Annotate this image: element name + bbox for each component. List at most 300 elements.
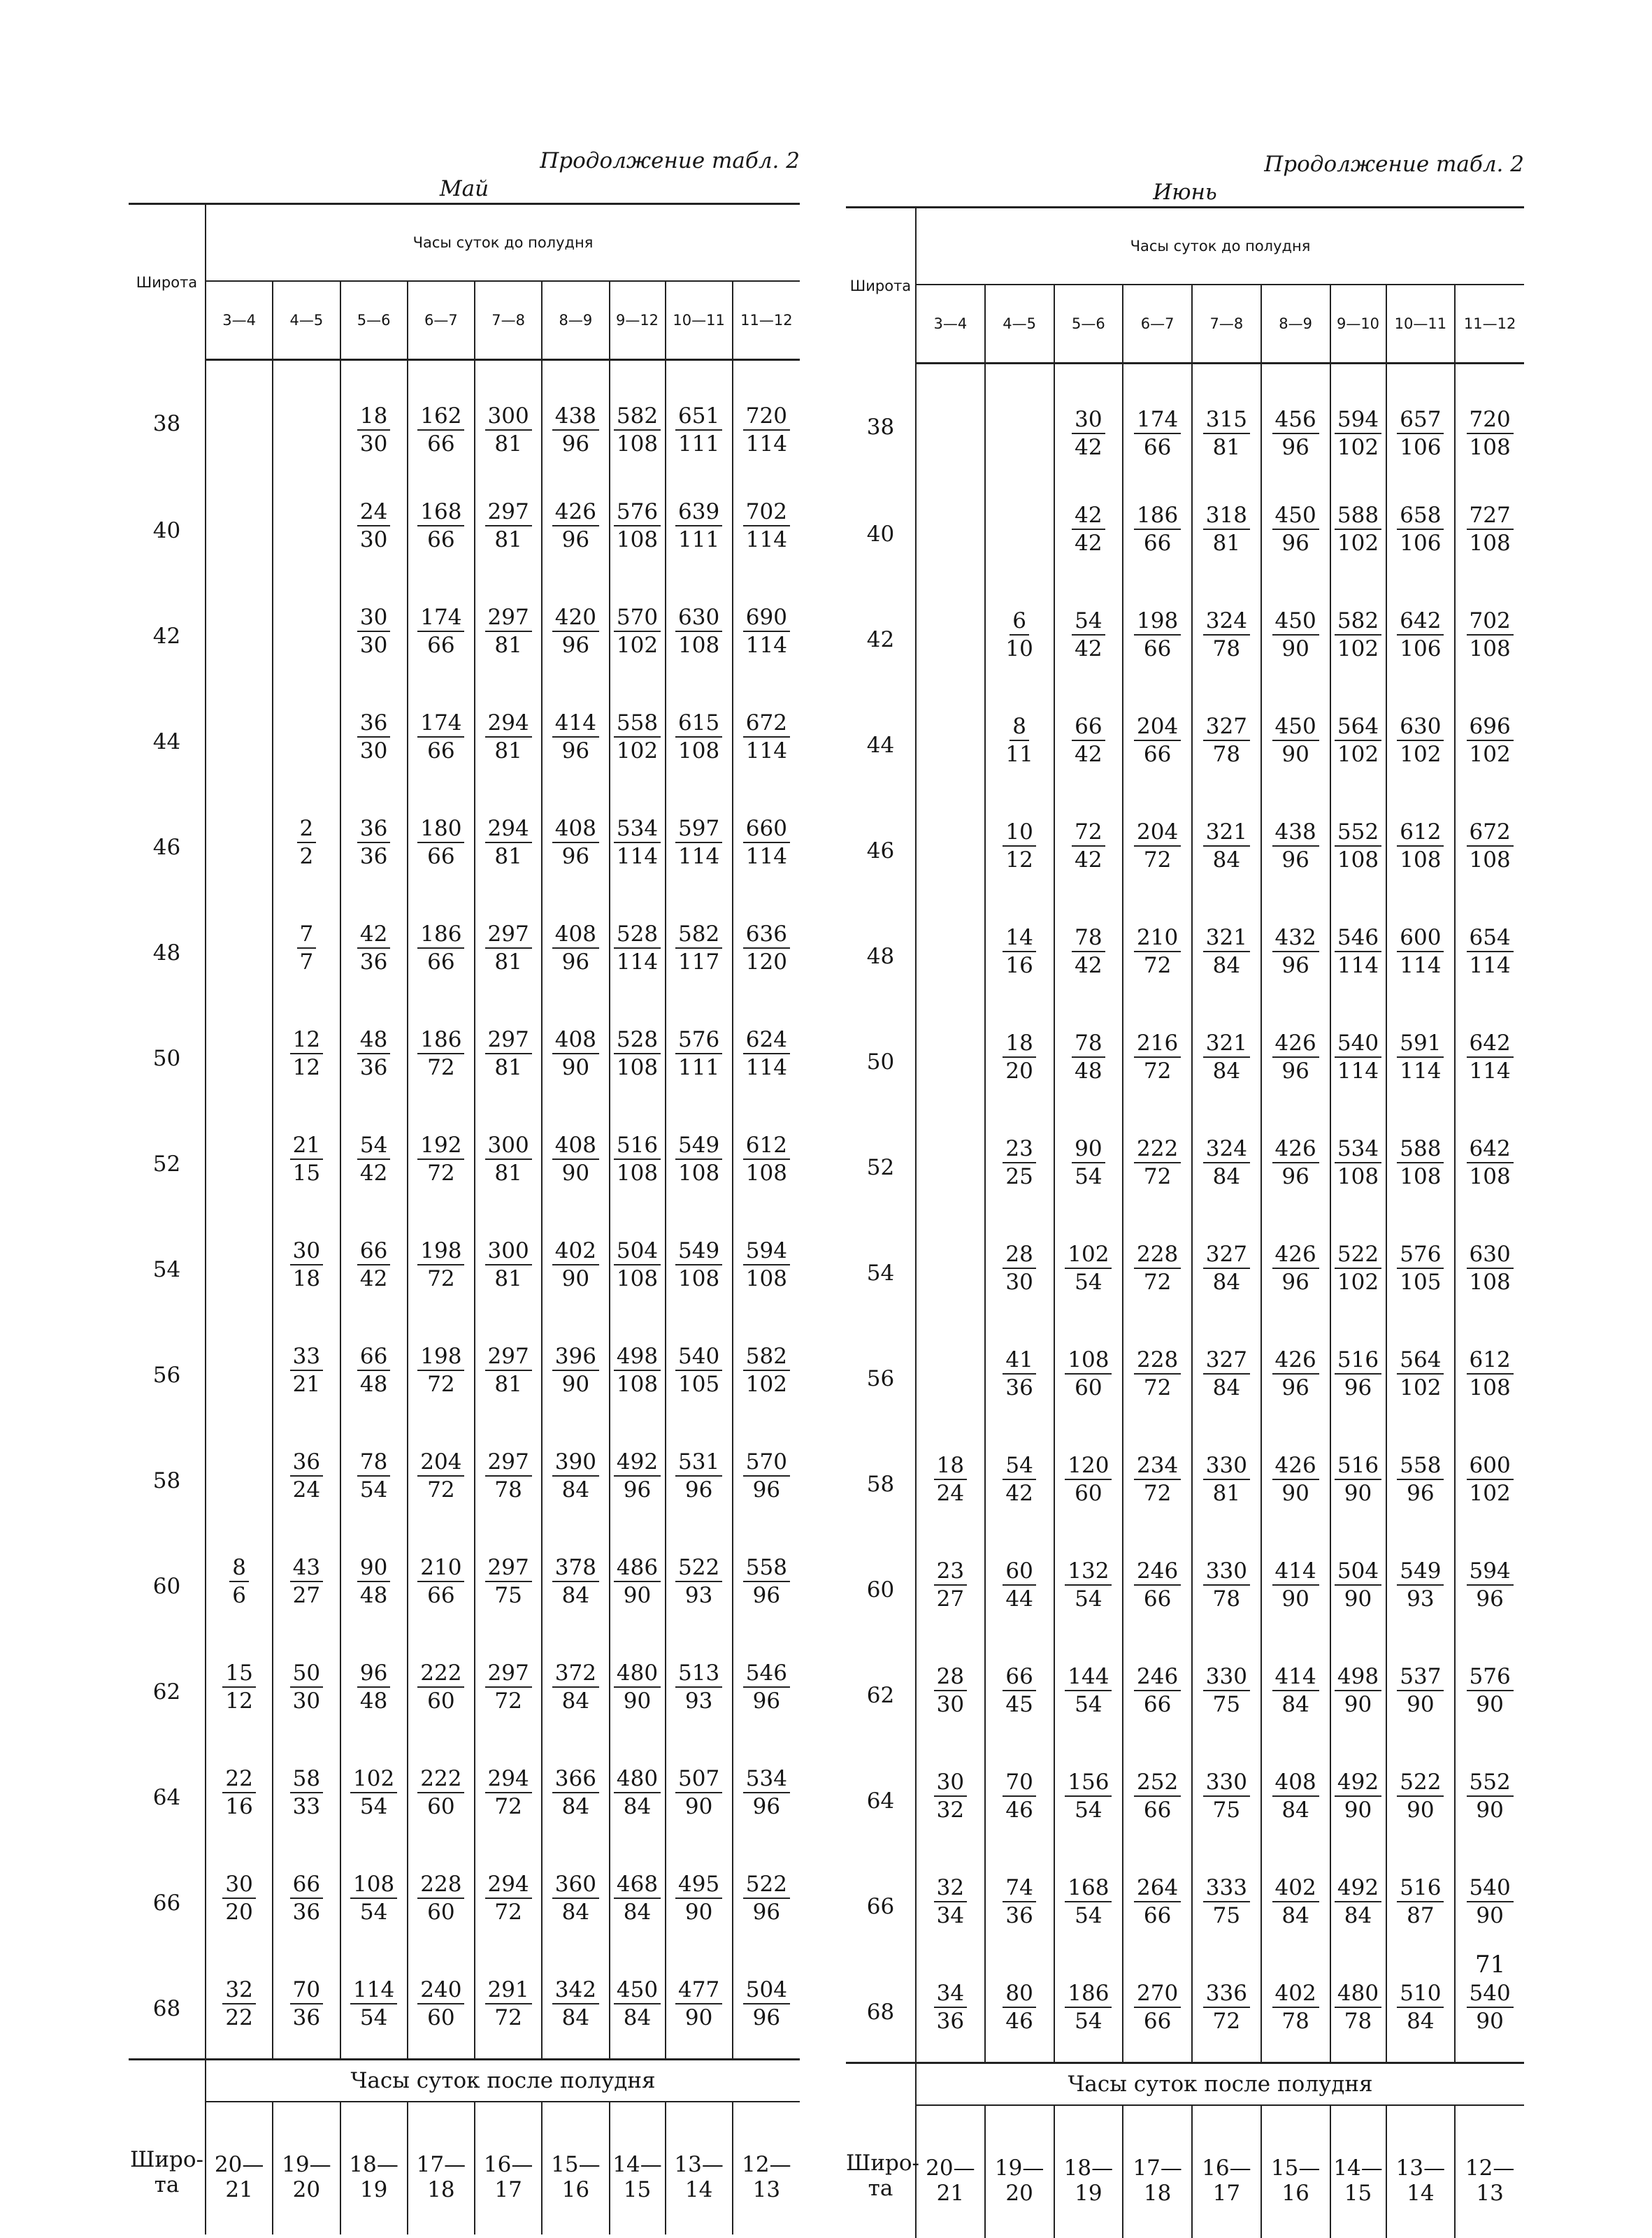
numerator: 42 xyxy=(1072,502,1105,530)
latitude-cell: 56 xyxy=(129,1312,206,1418)
numerator: 321 xyxy=(1203,1030,1250,1058)
fraction xyxy=(1065,1980,1112,2035)
denominator: 21 xyxy=(290,1371,323,1398)
denominator: 72 xyxy=(491,1899,524,1925)
denominator: 66 xyxy=(1141,636,1174,662)
value-cell xyxy=(1386,364,1456,472)
table-row xyxy=(846,1210,1524,1316)
denominator: 84 xyxy=(1210,952,1243,979)
fraction xyxy=(1203,1558,1250,1612)
fraction xyxy=(1134,1030,1181,1084)
fraction xyxy=(552,1343,599,1398)
value-cell xyxy=(340,573,408,679)
numerator: 426 xyxy=(1272,1241,1319,1269)
numerator: 612 xyxy=(743,1132,790,1160)
value-cell xyxy=(1054,999,1123,1105)
latitude-cell: 44 xyxy=(129,679,206,784)
numerator: 570 xyxy=(743,1449,790,1477)
numerator: 426 xyxy=(1272,1347,1319,1375)
value-cell xyxy=(610,1840,666,1946)
value-cell xyxy=(1455,1844,1524,1949)
value-cell xyxy=(340,468,408,573)
denominator: 30 xyxy=(934,1691,967,1718)
after-hour-column-header xyxy=(1330,2105,1386,2238)
denominator: 90 xyxy=(1342,1691,1374,1718)
hour-column-header: 5—6 xyxy=(340,281,408,360)
after-hour-part: 15— xyxy=(543,2152,608,2177)
numerator: 78 xyxy=(357,1449,390,1477)
fraction xyxy=(417,1554,464,1609)
value-cell xyxy=(1330,682,1386,788)
numerator: 297 xyxy=(485,921,532,949)
fraction xyxy=(417,815,464,870)
denominator: 96 xyxy=(1279,434,1312,461)
numerator: 222 xyxy=(417,1660,464,1688)
numerator: 498 xyxy=(614,1343,661,1371)
table-row xyxy=(129,679,800,784)
after-hour-column-header xyxy=(916,2105,985,2238)
may-table-panel xyxy=(129,147,800,2235)
denominator: 72 xyxy=(491,1688,524,1714)
fraction xyxy=(357,1449,390,1503)
denominator: 81 xyxy=(491,1371,524,1398)
after-hour-part: 18 xyxy=(1123,2181,1191,2206)
value-cell xyxy=(985,1316,1054,1421)
denominator: 90 xyxy=(559,1054,592,1081)
numerator: 291 xyxy=(485,1977,532,2004)
numerator: 324 xyxy=(1203,1135,1250,1163)
value-cell xyxy=(733,1946,800,2058)
fraction xyxy=(1203,1030,1250,1084)
numerator: 498 xyxy=(1335,1663,1381,1691)
fraction xyxy=(743,1449,790,1503)
latitude-cell: 40 xyxy=(129,468,206,573)
fraction xyxy=(290,1554,323,1609)
numerator: 70 xyxy=(290,1977,323,2004)
value-cell xyxy=(1330,1210,1386,1316)
numerator: 28 xyxy=(1003,1241,1035,1269)
table-row xyxy=(129,1207,800,1312)
fraction xyxy=(290,1660,323,1714)
latitude-cell: 38 xyxy=(129,360,206,468)
numerator: 6 xyxy=(1010,608,1029,636)
fraction xyxy=(1003,1874,1035,1929)
fraction xyxy=(417,921,464,975)
denominator: 66 xyxy=(424,738,457,764)
value-cell xyxy=(273,679,340,784)
value-cell xyxy=(1123,471,1192,577)
value-cell xyxy=(1054,1105,1123,1210)
fraction xyxy=(675,1238,722,1292)
fraction xyxy=(350,1871,397,1925)
latitude-header-part: та xyxy=(129,2172,205,2197)
value-cell xyxy=(1192,1738,1261,1844)
fraction xyxy=(675,1343,722,1398)
numerator: 390 xyxy=(552,1449,599,1477)
denominator: 36 xyxy=(290,1899,323,1925)
denominator: 36 xyxy=(357,949,390,975)
numerator: 594 xyxy=(1467,1558,1514,1586)
denominator: 72 xyxy=(424,1160,457,1186)
numerator: 2 xyxy=(297,815,317,843)
denominator: 2 xyxy=(297,843,317,870)
fraction xyxy=(1397,502,1444,557)
numerator: 360 xyxy=(552,1871,599,1899)
denominator: 60 xyxy=(424,2004,457,2031)
value-cell xyxy=(542,573,609,679)
denominator: 114 xyxy=(743,431,790,457)
numerator: 534 xyxy=(1335,1135,1381,1163)
fraction xyxy=(290,1238,323,1292)
value-cell xyxy=(1261,1844,1330,1949)
denominator: 81 xyxy=(1210,434,1243,461)
value-cell xyxy=(1386,682,1456,788)
fraction xyxy=(675,1026,722,1081)
numerator: 513 xyxy=(675,1660,722,1688)
value-cell xyxy=(1261,1738,1330,1844)
value-cell xyxy=(475,468,542,573)
value-cell xyxy=(206,1735,273,1840)
after-hour-part: 12— xyxy=(1456,2155,1524,2181)
numerator: 50 xyxy=(290,1660,323,1688)
numerator: 540 xyxy=(675,1343,722,1371)
value-cell xyxy=(610,1101,666,1207)
value-cell xyxy=(475,1101,542,1207)
fraction xyxy=(1272,924,1319,979)
denominator: 84 xyxy=(1279,1797,1312,1823)
numerator: 396 xyxy=(552,1343,599,1371)
numerator: 18 xyxy=(934,1452,967,1480)
numerator: 246 xyxy=(1134,1558,1181,1586)
value-cell xyxy=(1192,364,1261,472)
fraction xyxy=(743,604,790,659)
fraction xyxy=(1272,1347,1319,1401)
denominator: 102 xyxy=(1335,741,1381,768)
denominator: 108 xyxy=(614,1371,661,1398)
numerator: 426 xyxy=(1272,1452,1319,1480)
denominator: 27 xyxy=(934,1586,967,1612)
denominator: 93 xyxy=(1404,1586,1437,1612)
numerator: 330 xyxy=(1203,1769,1250,1797)
fraction xyxy=(1397,924,1444,979)
fraction xyxy=(1335,1558,1381,1612)
fraction xyxy=(357,710,390,764)
fraction xyxy=(1397,1874,1444,1929)
after-hour-column-header xyxy=(1261,2105,1330,2238)
value-cell xyxy=(408,890,475,996)
fraction xyxy=(1003,608,1035,662)
fraction xyxy=(675,1871,722,1925)
numerator: 66 xyxy=(1072,713,1105,741)
fraction xyxy=(1397,713,1444,768)
numerator: 78 xyxy=(1072,1030,1105,1058)
after-hour-part: 20— xyxy=(206,2152,272,2177)
value-cell xyxy=(985,577,1054,682)
fraction xyxy=(485,1238,532,1292)
value-cell xyxy=(542,679,609,784)
numerator: 492 xyxy=(614,1449,661,1477)
value-cell xyxy=(1054,1527,1123,1633)
fraction xyxy=(485,1554,532,1609)
denominator: 66 xyxy=(424,632,457,659)
denominator: 84 xyxy=(621,1793,654,1820)
value-cell xyxy=(733,1312,800,1418)
value-cell xyxy=(273,1312,340,1418)
fraction xyxy=(934,1769,967,1823)
denominator: 54 xyxy=(357,1477,390,1503)
fraction xyxy=(1335,1241,1381,1296)
numerator: 402 xyxy=(1272,1874,1319,1902)
fraction xyxy=(1072,502,1105,557)
june-table-panel xyxy=(846,150,1524,2238)
fraction xyxy=(1467,502,1514,557)
denominator: 72 xyxy=(1141,1480,1174,1507)
denominator: 108 xyxy=(1467,1375,1514,1401)
numerator: 450 xyxy=(1272,713,1319,741)
value-cell xyxy=(206,1418,273,1523)
table-row xyxy=(129,1840,800,1946)
numerator: 366 xyxy=(552,1765,599,1793)
numerator: 198 xyxy=(1134,608,1181,636)
fraction xyxy=(1134,713,1181,768)
value-cell xyxy=(1330,471,1386,577)
numerator: 297 xyxy=(485,604,532,632)
value-cell xyxy=(1455,682,1524,788)
numerator: 528 xyxy=(614,1026,661,1054)
value-cell xyxy=(1054,894,1123,999)
denominator: 108 xyxy=(675,1265,722,1292)
fraction xyxy=(552,710,599,764)
fraction xyxy=(1272,1663,1319,1718)
denominator: 111 xyxy=(675,1054,722,1081)
value-cell xyxy=(916,788,985,894)
value-cell xyxy=(1192,1949,1261,2062)
after-hour-part: 19 xyxy=(1055,2181,1123,2206)
value-cell xyxy=(1123,1105,1192,1210)
denominator: 96 xyxy=(750,1688,783,1714)
value-cell xyxy=(408,1840,475,1946)
value-cell xyxy=(542,1840,609,1946)
denominator: 90 xyxy=(1279,1480,1312,1507)
fraction xyxy=(552,604,599,659)
fraction xyxy=(934,1663,967,1718)
fraction xyxy=(743,1132,790,1186)
denominator: 114 xyxy=(743,632,790,659)
value-cell xyxy=(475,1629,542,1735)
denominator: 27 xyxy=(290,1582,323,1609)
numerator: 12 xyxy=(290,1026,323,1054)
fraction xyxy=(675,1765,722,1820)
fraction xyxy=(675,710,722,764)
numerator: 36 xyxy=(357,710,390,738)
numerator: 600 xyxy=(1467,1452,1514,1480)
denominator: 20 xyxy=(222,1899,255,1925)
after-hour-part: 13 xyxy=(733,2177,800,2202)
table-row xyxy=(846,1316,1524,1421)
value-cell xyxy=(610,1312,666,1418)
denominator: 108 xyxy=(614,1160,661,1186)
numerator: 558 xyxy=(743,1554,790,1582)
denominator: 46 xyxy=(1003,2008,1035,2035)
denominator: 44 xyxy=(1003,1586,1035,1612)
value-cell xyxy=(1192,1633,1261,1738)
value-cell xyxy=(985,1105,1054,1210)
latitude-cell: 50 xyxy=(846,999,916,1105)
numerator: 657 xyxy=(1397,406,1444,434)
value-cell xyxy=(916,999,985,1105)
denominator: 66 xyxy=(424,431,457,457)
denominator: 114 xyxy=(1397,1058,1444,1084)
fraction xyxy=(1134,502,1181,557)
fraction xyxy=(552,1554,599,1609)
table-row xyxy=(846,1527,1524,1633)
denominator: 81 xyxy=(491,843,524,870)
value-cell xyxy=(733,573,800,679)
numerator: 54 xyxy=(1003,1452,1035,1480)
numerator: 321 xyxy=(1203,924,1250,952)
denominator: 54 xyxy=(357,1899,390,1925)
denominator: 84 xyxy=(1210,1058,1243,1084)
numerator: 174 xyxy=(417,710,464,738)
denominator: 48 xyxy=(357,1582,390,1609)
fraction xyxy=(1065,1769,1112,1823)
numerator: 36 xyxy=(290,1449,323,1477)
numerator: 642 xyxy=(1467,1030,1514,1058)
after-hour-part: 21 xyxy=(206,2177,272,2202)
value-cell xyxy=(985,1844,1054,1949)
after-hour-column-header xyxy=(273,2102,340,2235)
numerator: 204 xyxy=(1134,819,1181,847)
value-cell xyxy=(666,1840,733,1946)
fraction xyxy=(1003,1030,1035,1084)
value-cell xyxy=(475,890,542,996)
fraction xyxy=(614,1343,661,1398)
value-cell xyxy=(206,1629,273,1735)
numerator: 132 xyxy=(1065,1558,1112,1586)
value-cell xyxy=(1123,1738,1192,1844)
denominator: 96 xyxy=(1279,952,1312,979)
numerator: 582 xyxy=(614,403,661,431)
after-hour-part: 13— xyxy=(666,2152,732,2177)
latitude-cell: 46 xyxy=(129,784,206,890)
latitude-cell: 48 xyxy=(129,890,206,996)
fraction xyxy=(485,921,532,975)
denominator: 34 xyxy=(934,1902,967,1929)
denominator: 81 xyxy=(491,632,524,659)
after-hour-part: 18 xyxy=(408,2177,474,2202)
value-cell xyxy=(542,996,609,1101)
value-cell xyxy=(610,890,666,996)
numerator: 612 xyxy=(1467,1347,1514,1375)
denominator: 90 xyxy=(559,1160,592,1186)
latitude-cell: 62 xyxy=(129,1629,206,1735)
value-cell xyxy=(1261,1316,1330,1421)
denominator: 84 xyxy=(559,1582,592,1609)
value-cell xyxy=(666,1207,733,1312)
value-cell xyxy=(1386,577,1456,682)
value-cell xyxy=(206,996,273,1101)
numerator: 23 xyxy=(934,1558,967,1586)
numerator: 210 xyxy=(417,1554,464,1582)
value-cell xyxy=(475,784,542,890)
value-cell xyxy=(1123,1210,1192,1316)
value-cell xyxy=(542,360,609,468)
value-cell xyxy=(542,1523,609,1629)
fraction xyxy=(417,604,464,659)
denominator: 32 xyxy=(934,1797,967,1823)
hour-column-header: 10—11 xyxy=(1386,285,1456,364)
numerator: 456 xyxy=(1272,406,1319,434)
numerator: 612 xyxy=(1397,819,1444,847)
latitude-cell: 62 xyxy=(846,1633,916,1738)
denominator: 15 xyxy=(290,1160,323,1186)
denominator: 84 xyxy=(1279,1902,1312,1929)
fraction xyxy=(1335,1347,1381,1401)
numerator: 690 xyxy=(743,604,790,632)
after-hour-part: 12— xyxy=(733,2152,800,2177)
value-cell xyxy=(1054,788,1123,894)
numerator: 168 xyxy=(417,498,464,526)
value-cell xyxy=(916,1738,985,1844)
hour-columns-row xyxy=(129,281,800,360)
value-cell xyxy=(273,1101,340,1207)
value-cell xyxy=(1123,788,1192,894)
fraction xyxy=(1272,1769,1319,1823)
numerator: 294 xyxy=(485,1871,532,1899)
fraction xyxy=(485,604,532,659)
fraction xyxy=(1467,1663,1514,1718)
numerator: 414 xyxy=(552,710,599,738)
denominator: 66 xyxy=(1141,1902,1174,1929)
june-after-noon-table xyxy=(846,2062,1524,2238)
fraction xyxy=(1335,1980,1381,2035)
numerator: 30 xyxy=(1072,406,1105,434)
value-cell xyxy=(1192,999,1261,1105)
value-cell xyxy=(1123,999,1192,1105)
value-cell xyxy=(610,1735,666,1840)
after-hour-part: 16 xyxy=(543,2177,608,2202)
table-row xyxy=(129,1629,800,1735)
numerator: 204 xyxy=(417,1449,464,1477)
value-cell xyxy=(985,471,1054,577)
fraction xyxy=(1203,924,1250,979)
denominator: 108 xyxy=(1335,1163,1381,1190)
denominator: 84 xyxy=(1279,1691,1312,1718)
value-cell xyxy=(408,1629,475,1735)
numerator: 495 xyxy=(675,1871,722,1899)
denominator: 54 xyxy=(1072,1797,1105,1823)
table-row xyxy=(846,894,1524,999)
denominator: 96 xyxy=(1279,1375,1312,1401)
table-row xyxy=(846,1421,1524,1527)
fraction xyxy=(1335,608,1381,662)
fraction xyxy=(1134,1241,1181,1296)
fraction xyxy=(614,815,661,870)
denominator: 72 xyxy=(1141,1058,1174,1084)
fraction xyxy=(1335,819,1381,873)
june-before-noon-table xyxy=(846,206,1524,2062)
fraction xyxy=(552,1977,599,2031)
value-cell xyxy=(273,1840,340,1946)
numerator: 624 xyxy=(743,1026,790,1054)
denominator: 42 xyxy=(1072,952,1105,979)
value-cell xyxy=(1455,1633,1524,1738)
numerator: 672 xyxy=(1467,819,1514,847)
value-cell xyxy=(610,360,666,468)
value-cell xyxy=(273,1629,340,1735)
denominator: 48 xyxy=(357,1371,390,1398)
value-cell xyxy=(1123,577,1192,682)
